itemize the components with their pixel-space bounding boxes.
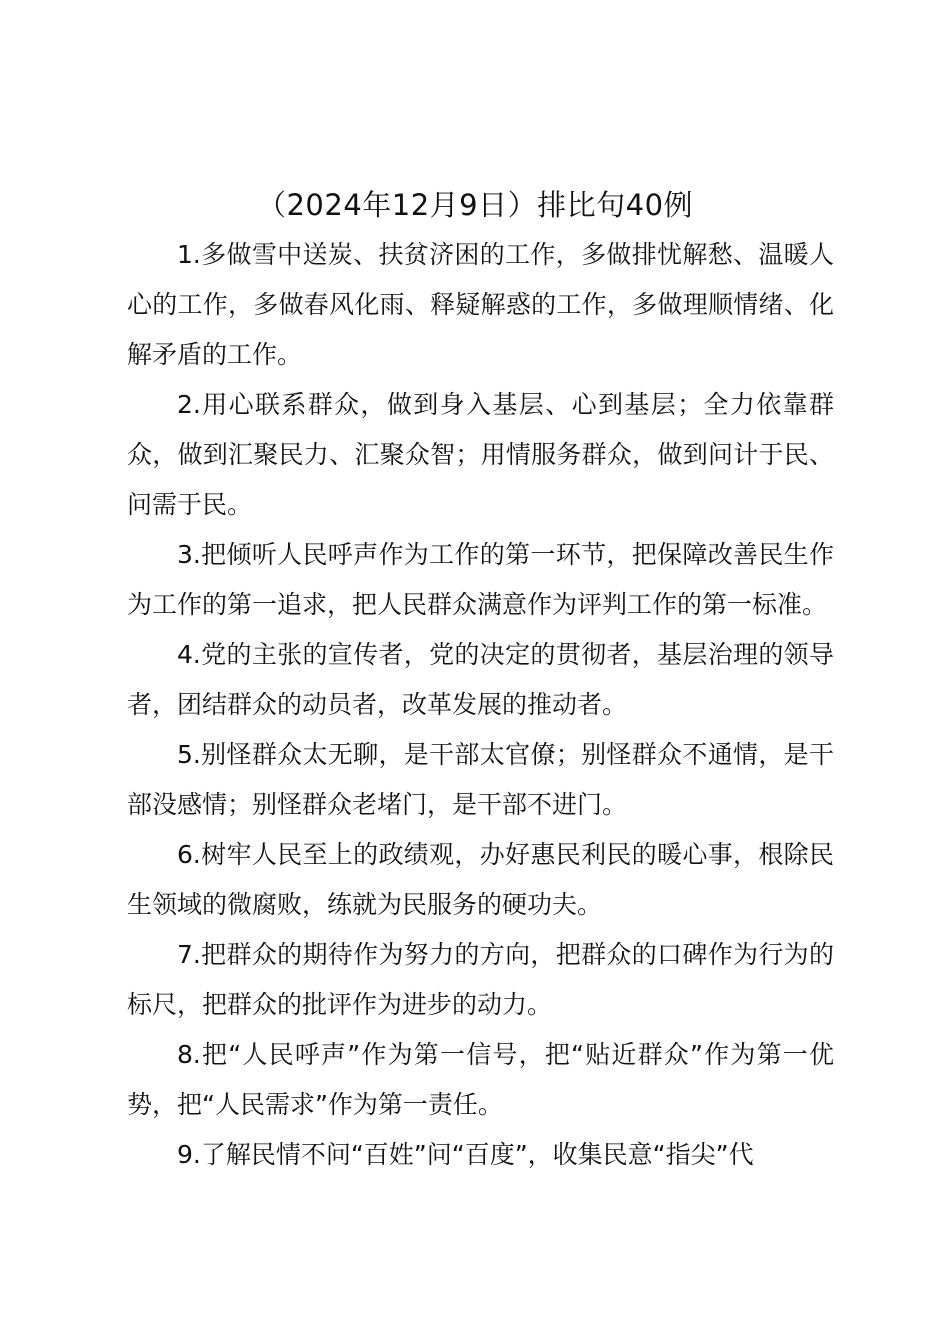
paragraph-4: 4.党的主张的宣传者，党的决定的贯彻者，基层治理的领导者，团结群众的动员者，改革发展的推动者。	[127, 640, 834, 719]
document-body	[127, 230, 834, 1180]
paragraph-7: 7.把群众的期待作为努力的方向，把群众的口碑作为行为的标尺，把群众的批评作为进步的动力。	[127, 940, 834, 1019]
paragraph-1: 1.多做雪中送炭、扶贫济困的工作，多做排忧解愁、温暖人心的工作，多做春风化雨、释疑解惑的工作，多做理顺情绪、化解矛盾的工作。	[127, 240, 834, 369]
paragraph-9: 9.了解民情不问“百姓”问“百度”，收集民意“指尖”代	[177, 1140, 754, 1169]
paragraph-2: 2.用心联系群众，做到身入基层、心到基层；全力依靠群众，做到汇聚民力、汇聚众智；用情服务群众，做到问计于民、问需于民。	[127, 390, 834, 519]
document-title: （2024年12月9日）排比句40例	[256, 188, 694, 222]
paragraph-5: 5.别怪群众太无聊，是干部太官僚；别怪群众不通情，是干部没感情；别怪群众老堵门，是干部不进门。	[127, 740, 834, 819]
paragraph-8: 8.把“人民呼声”作为第一信号，把“贴近群众”作为第一优势，把“人民需求”作为第一责任。	[127, 1040, 834, 1119]
paragraph-3: 3.把倾听人民呼声作为工作的第一环节，把保障改善民生作为工作的第一追求，把人民群众满意作为评判工作的第一标准。	[127, 540, 834, 619]
paragraph-6: 6.树牢人民至上的政绩观，办好惠民利民的暖心事，根除民生领域的微腐败，练就为民服务的硬功夫。	[127, 840, 834, 919]
